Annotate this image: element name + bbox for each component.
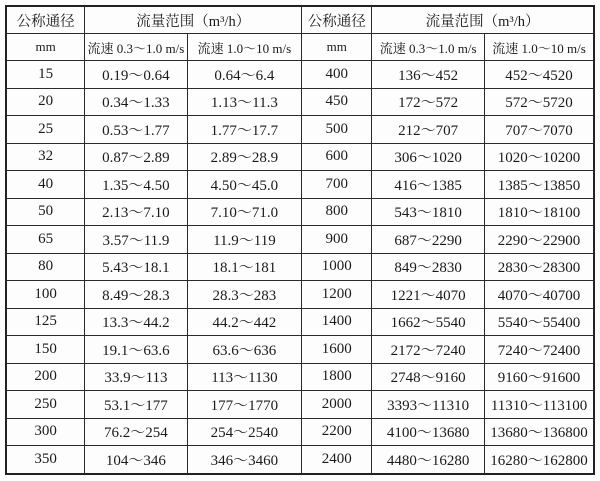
diameter-cell: 600 xyxy=(302,143,372,171)
diameter-cell: 400 xyxy=(302,61,372,89)
flow-high-cell: 5540～55400 xyxy=(485,308,594,336)
flow-low-cell: 2.13～7.10 xyxy=(85,198,187,226)
table-row xyxy=(6,143,594,171)
header-velocity-low-left: 流速 0.3～1.0 m/s xyxy=(85,34,187,61)
flow-low-cell: 0.34～1.33 xyxy=(85,88,187,116)
flow-low-cell: 212～707 xyxy=(372,116,485,144)
flow-low-cell: 849～2830 xyxy=(372,253,485,281)
diameter-cell: 2200 xyxy=(302,418,372,446)
flow-low-cell: 33.9～113 xyxy=(85,363,187,391)
header-flow-range-left: 流量范围（m³/h） xyxy=(85,6,302,34)
flow-high-cell: 0.64～6.4 xyxy=(187,61,302,89)
header-velocity-low-right: 流速 0.3～1.0 m/s xyxy=(372,34,485,61)
flow-low-cell: 19.1～63.6 xyxy=(85,336,187,364)
header-diameter-right: 公称通径 xyxy=(302,6,372,34)
diameter-cell: 50 xyxy=(6,198,85,226)
flow-low-cell: 1.35～4.50 xyxy=(85,171,187,199)
flow-high-cell: 177～1770 xyxy=(187,391,302,419)
diameter-cell: 25 xyxy=(6,116,85,144)
flow-high-cell: 9160～91600 xyxy=(485,363,594,391)
flow-high-cell: 7240～72400 xyxy=(485,336,594,364)
flow-high-cell: 4070～40700 xyxy=(485,281,594,309)
flow-high-cell: 1810～18100 xyxy=(485,198,594,226)
diameter-cell: 450 xyxy=(302,88,372,116)
diameter-cell: 1000 xyxy=(302,253,372,281)
flow-low-cell: 53.1～177 xyxy=(85,391,187,419)
flow-high-cell: 2830～28300 xyxy=(485,253,594,281)
table-row xyxy=(6,363,594,391)
flow-range-spec-table xyxy=(5,5,595,475)
diameter-cell: 32 xyxy=(6,143,85,171)
flow-high-cell: 7.10～71.0 xyxy=(187,198,302,226)
flow-high-cell: 4.50～45.0 xyxy=(187,171,302,199)
table-row xyxy=(6,116,594,144)
flow-low-cell: 0.19～0.64 xyxy=(85,61,187,89)
flow-low-cell: 2172～7240 xyxy=(372,336,485,364)
flow-low-cell: 3393～11310 xyxy=(372,391,485,419)
flow-low-cell: 1221～4070 xyxy=(372,281,485,309)
flow-high-cell: 254～2540 xyxy=(187,418,302,446)
flow-low-cell: 3.57～11.9 xyxy=(85,226,187,254)
flow-low-cell: 172～572 xyxy=(372,88,485,116)
diameter-cell: 1600 xyxy=(302,336,372,364)
diameter-cell: 80 xyxy=(6,253,85,281)
table-row xyxy=(6,446,594,474)
header-row-top xyxy=(6,6,594,34)
diameter-cell: 900 xyxy=(302,226,372,254)
header-diameter-left: 公称通径 xyxy=(6,6,85,34)
diameter-cell: 40 xyxy=(6,171,85,199)
flow-high-cell: 11.9～119 xyxy=(187,226,302,254)
diameter-cell: 100 xyxy=(6,281,85,309)
flow-high-cell: 452～4520 xyxy=(485,61,594,89)
table-header xyxy=(6,6,594,61)
table-row xyxy=(6,226,594,254)
header-unit-right: mm xyxy=(302,34,372,61)
diameter-cell: 1200 xyxy=(302,281,372,309)
table-row xyxy=(6,171,594,199)
diameter-cell: 700 xyxy=(302,171,372,199)
flow-low-cell: 4100～13680 xyxy=(372,418,485,446)
flow-high-cell: 707～7070 xyxy=(485,116,594,144)
flow-low-cell: 0.53～1.77 xyxy=(85,116,187,144)
flow-high-cell: 16280～162800 xyxy=(485,446,594,474)
flow-high-cell: 1385～13850 xyxy=(485,171,594,199)
table-body xyxy=(6,61,594,475)
flow-high-cell: 2290～22900 xyxy=(485,226,594,254)
flow-low-cell: 13.3～44.2 xyxy=(85,308,187,336)
flow-low-cell: 687～2290 xyxy=(372,226,485,254)
flow-low-cell: 543～1810 xyxy=(372,198,485,226)
flow-low-cell: 2748～9160 xyxy=(372,363,485,391)
diameter-cell: 1400 xyxy=(302,308,372,336)
flow-high-cell: 11310～113100 xyxy=(485,391,594,419)
header-flow-range-right: 流量范围（m³/h） xyxy=(372,6,594,34)
diameter-cell: 2000 xyxy=(302,391,372,419)
diameter-cell: 200 xyxy=(6,363,85,391)
flow-low-cell: 5.43～18.1 xyxy=(85,253,187,281)
table-row xyxy=(6,253,594,281)
flow-low-cell: 1662～5540 xyxy=(372,308,485,336)
flow-high-cell: 18.1～181 xyxy=(187,253,302,281)
diameter-cell: 500 xyxy=(302,116,372,144)
flow-high-cell: 63.6～636 xyxy=(187,336,302,364)
header-velocity-high-right: 流速 1.0～10 m/s xyxy=(485,34,594,61)
flow-low-cell: 306～1020 xyxy=(372,143,485,171)
diameter-cell: 800 xyxy=(302,198,372,226)
header-unit-left: mm xyxy=(6,34,85,61)
diameter-cell: 150 xyxy=(6,336,85,364)
flow-low-cell: 76.2～254 xyxy=(85,418,187,446)
header-velocity-high-left: 流速 1.0～10 m/s xyxy=(187,34,302,61)
flow-high-cell: 13680～136800 xyxy=(485,418,594,446)
table-row xyxy=(6,198,594,226)
table-row xyxy=(6,281,594,309)
diameter-cell: 15 xyxy=(6,61,85,89)
flow-low-cell: 4480～16280 xyxy=(372,446,485,474)
flow-low-cell: 8.49～28.3 xyxy=(85,281,187,309)
flow-high-cell: 572～5720 xyxy=(485,88,594,116)
diameter-cell: 125 xyxy=(6,308,85,336)
table-row xyxy=(6,336,594,364)
flow-low-cell: 0.87～2.89 xyxy=(85,143,187,171)
header-row-sub xyxy=(6,34,594,61)
diameter-cell: 2400 xyxy=(302,446,372,474)
flow-high-cell: 113～1130 xyxy=(187,363,302,391)
diameter-cell: 300 xyxy=(6,418,85,446)
flow-high-cell: 2.89～28.9 xyxy=(187,143,302,171)
table-row xyxy=(6,418,594,446)
table-row xyxy=(6,61,594,89)
diameter-cell: 250 xyxy=(6,391,85,419)
flow-high-cell: 28.3～283 xyxy=(187,281,302,309)
flow-high-cell: 1020～10200 xyxy=(485,143,594,171)
flow-low-cell: 416～1385 xyxy=(372,171,485,199)
flow-high-cell: 346～3460 xyxy=(187,446,302,474)
flow-high-cell: 1.77～17.7 xyxy=(187,116,302,144)
table-row xyxy=(6,391,594,419)
flow-low-cell: 136～452 xyxy=(372,61,485,89)
flow-low-cell: 104～346 xyxy=(85,446,187,474)
table-row xyxy=(6,88,594,116)
table-row xyxy=(6,308,594,336)
diameter-cell: 65 xyxy=(6,226,85,254)
diameter-cell: 1800 xyxy=(302,363,372,391)
diameter-cell: 350 xyxy=(6,446,85,474)
flow-high-cell: 1.13～11.3 xyxy=(187,88,302,116)
diameter-cell: 20 xyxy=(6,88,85,116)
flow-high-cell: 44.2～442 xyxy=(187,308,302,336)
